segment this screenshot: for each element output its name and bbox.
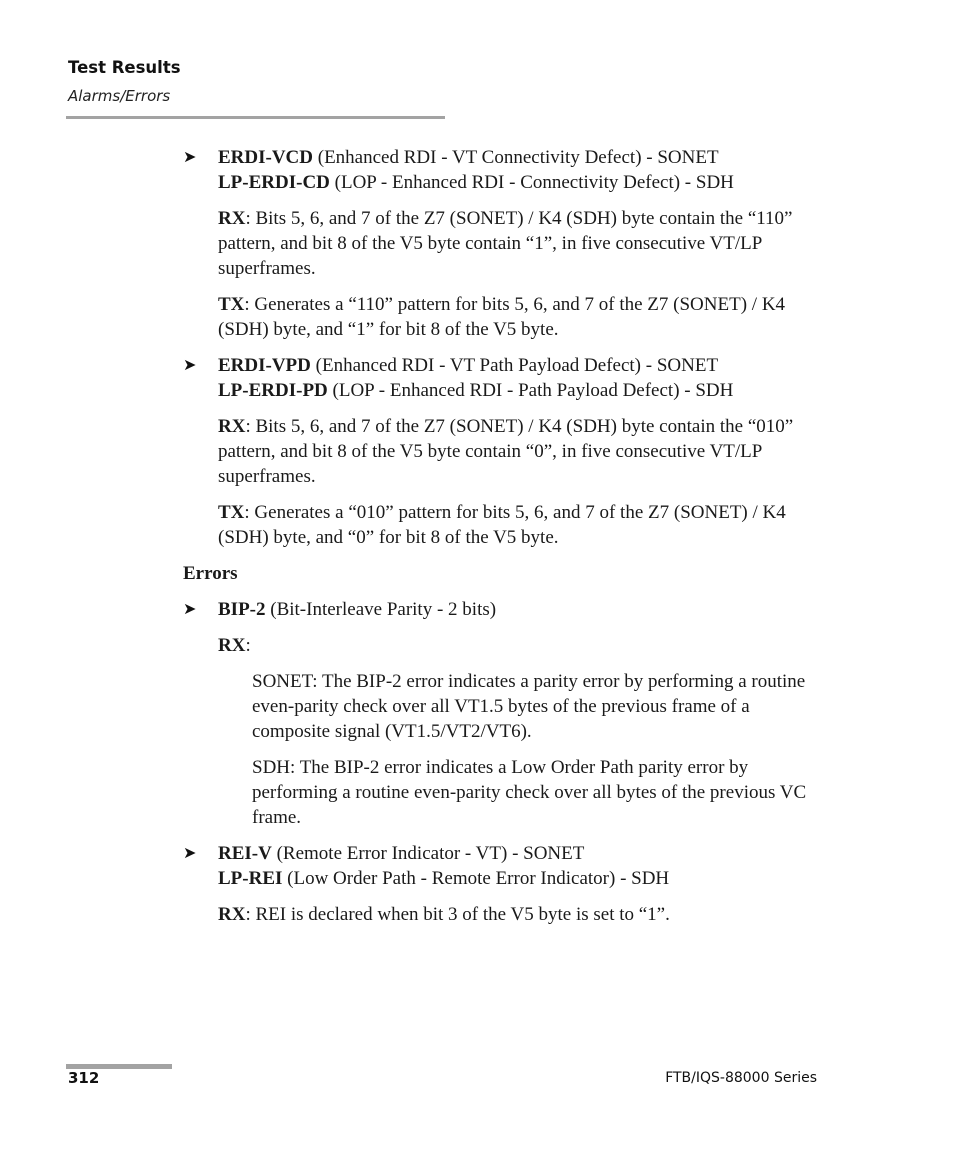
rx-text: : Bits 5, 6, and 7 of the Z7 (SONET) / K4 (SDH) byte contain the “110” pattern, and bit 8 of the V5 byte contain “1”, in five consecutive VT/LP superframes. <box>218 208 793 279</box>
term: LP-REI <box>218 868 283 889</box>
rx-label: RX <box>218 635 246 656</box>
footer-series: FTB/IQS-88000 Series <box>665 1070 817 1086</box>
tx-text: : Generates a “110” pattern for bits 5, 6, and 7 of the Z7 (SONET) / K4 (SDH) byte, and “1” for bit 8 of the V5 byte. <box>218 294 786 340</box>
page-header-title: Test Results <box>68 58 181 77</box>
tx-text: : Generates a “010” pattern for bits 5, 6, and 7 of the Z7 (SONET) / K4 (SDH) byte, and “0” for bit 8 of the V5 byte. <box>218 502 786 548</box>
arrow-bullet-icon: ➤ <box>183 843 197 862</box>
list-item-rei-v <box>183 841 823 891</box>
page-header-subtitle: Alarms/Errors <box>68 87 171 105</box>
term: REI-V <box>218 843 272 864</box>
sdh-paragraph: SDH: The BIP-2 error indicates a Low Order Path parity error by performing a routine even-parity check over all bytes of the previous VC frame. <box>252 757 807 828</box>
arrow-bullet-icon: ➤ <box>183 355 197 374</box>
tx-paragraph <box>183 500 823 550</box>
term-description: (Enhanced RDI - VT Connectivity Defect) - SONET <box>313 147 719 168</box>
tx-label: TX <box>218 502 245 523</box>
rx-paragraph <box>183 414 823 489</box>
term-description: (LOP - Enhanced RDI - Path Payload Defect) - SDH <box>327 380 734 401</box>
list-item-erdi-vpd <box>183 353 823 403</box>
rx-label: RX <box>218 208 246 229</box>
rx-label: RX <box>218 904 246 925</box>
tx-label: TX <box>218 294 245 315</box>
rx-paragraph <box>183 902 823 927</box>
term-description: (Remote Error Indicator - VT) - SONET <box>271 843 585 864</box>
term: LP-ERDI-PD <box>218 380 328 401</box>
list-item-erdi-vcd <box>183 145 823 195</box>
term: ERDI-VPD <box>218 355 311 376</box>
term: ERDI-VCD <box>218 147 313 168</box>
arrow-bullet-icon: ➤ <box>183 599 197 618</box>
list-item-bip2 <box>183 597 823 622</box>
sonet-paragraph: SONET: The BIP-2 error indicates a parity error by performing a routine even-parity check over all VT1.5 bytes of the previous frame of a composite signal (VT1.5/VT2/VT6). <box>252 671 806 742</box>
term-description: (LOP - Enhanced RDI - Connectivity Defect) - SDH <box>329 172 734 193</box>
header-rule <box>66 116 445 119</box>
rx-paragraph <box>183 206 823 281</box>
term-description: (Bit-Interleave Parity - 2 bits) <box>265 599 497 620</box>
term: BIP-2 <box>218 599 266 620</box>
section-title-errors: Errors <box>183 563 238 584</box>
rx-paragraph <box>183 633 823 658</box>
rx-text: : <box>245 635 251 656</box>
tx-paragraph <box>183 292 823 342</box>
term-description: (Low Order Path - Remote Error Indicator) - SDH <box>282 868 670 889</box>
page-number: 312 <box>68 1069 100 1087</box>
rx-label: RX <box>218 416 246 437</box>
page-content <box>183 145 823 938</box>
rx-text: : Bits 5, 6, and 7 of the Z7 (SONET) / K4 (SDH) byte contain the “010” pattern, and bit 8 of the V5 byte contain “0”, in five consecutive VT/LP superframes. <box>218 416 794 487</box>
rx-text: : REI is declared when bit 3 of the V5 byte is set to “1”. <box>245 904 670 925</box>
term-description: (Enhanced RDI - VT Path Payload Defect) - SONET <box>310 355 719 376</box>
arrow-bullet-icon: ➤ <box>183 147 197 166</box>
term: LP-ERDI-CD <box>218 172 330 193</box>
